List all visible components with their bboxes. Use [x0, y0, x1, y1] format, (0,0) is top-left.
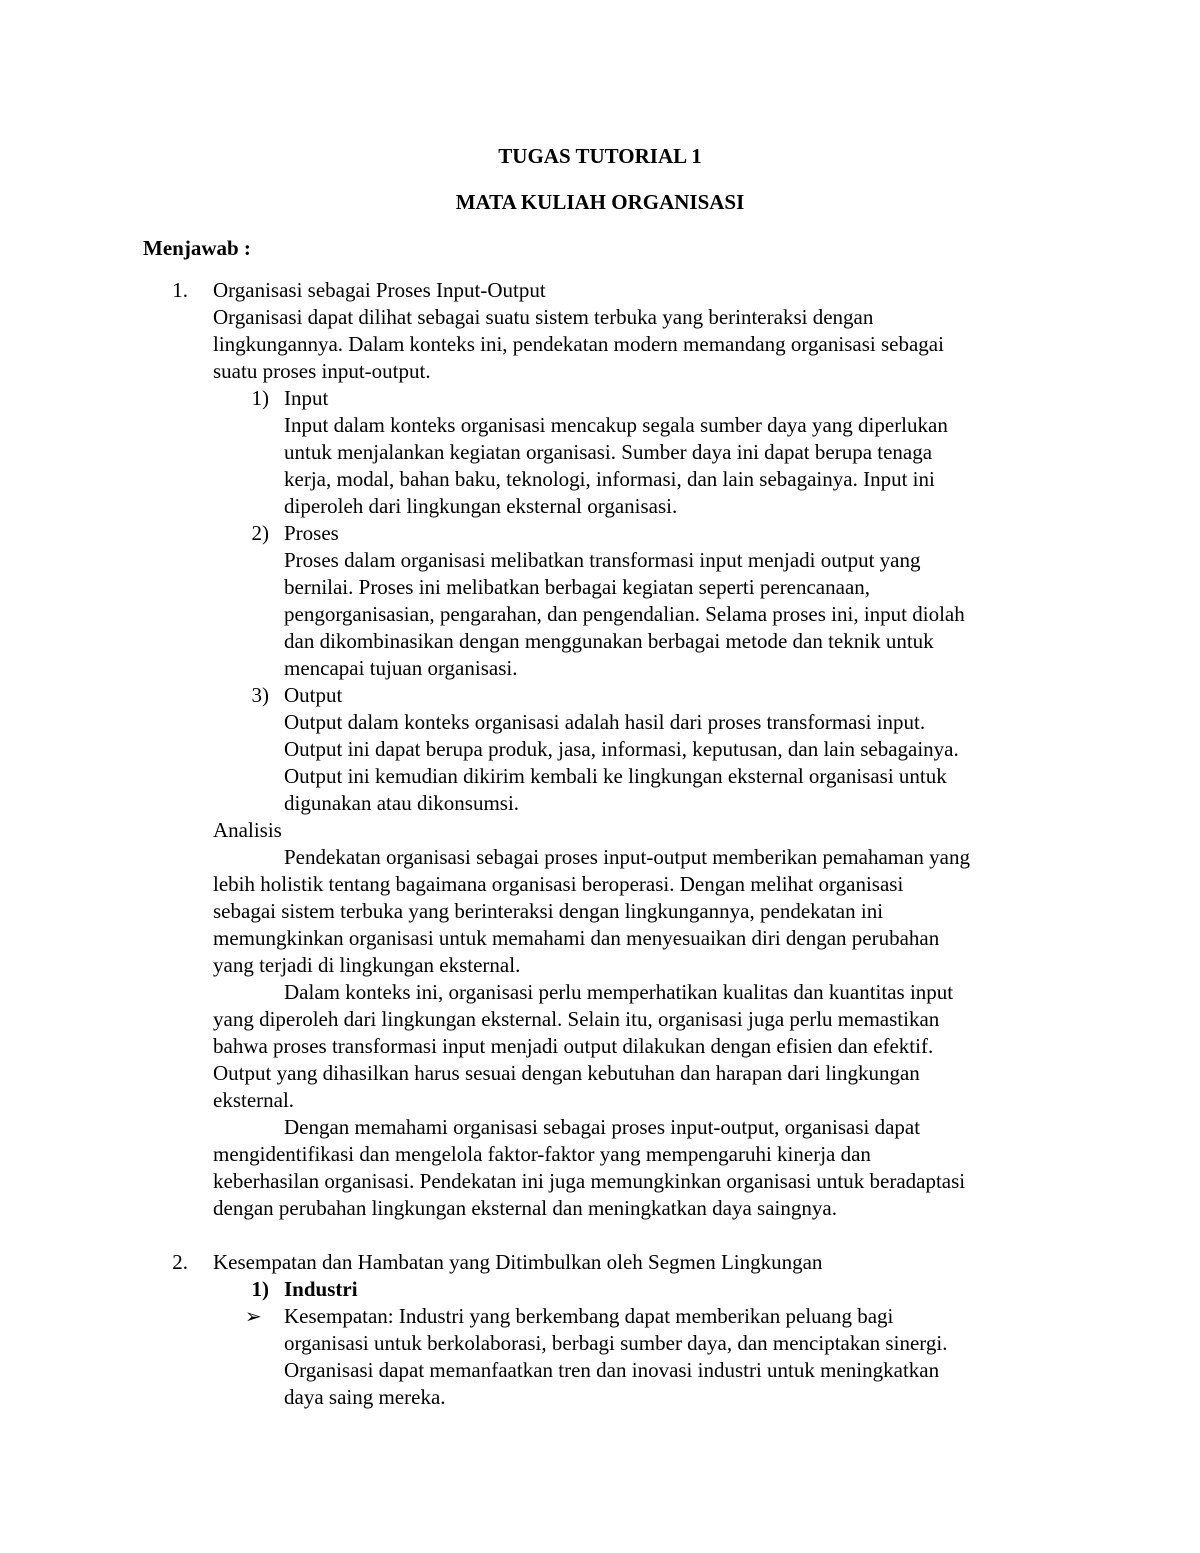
text-line: Organisasi dapat memanfaatkan tren dan inovasi industri untuk meningkatkan [284, 1358, 940, 1382]
text-line: Pendekatan organisasi sebagai proses input-output memberikan pemahaman yang [284, 845, 971, 869]
subsection-industri-number: 1) [251, 1277, 269, 1301]
industri-opportunity-text [284, 1303, 947, 1411]
section-1-heading: Organisasi sebagai Proses Input-Output [213, 278, 546, 302]
text-line: keberhasilan organisasi. Pendekatan ini juga memungkinkan organisasi untuk beradaptasi [213, 1169, 966, 1193]
text-line: Organisasi dapat dilihat sebagai suatu sistem terbuka yang berinteraksi dengan [213, 305, 874, 329]
item-proses-text [284, 547, 965, 682]
text-line: daya saing mereka. [284, 1385, 446, 1409]
section-2-number: 2. [172, 1250, 188, 1274]
text-line: eksternal. [213, 1088, 295, 1112]
text-line: mencapai tujuan organisasi. [284, 656, 518, 680]
section-2-heading: Kesempatan dan Hambatan yang Ditimbulkan oleh Segmen Lingkungan [213, 1250, 823, 1274]
subsection-industri-label: Industri [284, 1277, 358, 1301]
text-line: Dengan memahami organisasi sebagai proses input-output, organisasi dapat [284, 1115, 921, 1139]
text-line: yang terjadi di lingkungan eksternal. [213, 953, 521, 977]
text-line: mengidentifikasi dan mengelola faktor-faktor yang mempengaruhi kinerja dan [213, 1142, 871, 1166]
item-proses-number: 2) [251, 521, 269, 545]
text-line: kerja, modal, bahan baku, teknologi, informasi, dan lain sebagainya. Input ini [284, 467, 935, 491]
text-line: dengan perubahan lingkungan eksternal dan meningkatkan daya saingnya. [213, 1196, 837, 1220]
text-line: pengorganisasian, pengarahan, dan pengendalian. Selama proses ini, input diolah [284, 602, 965, 626]
text-line: suatu proses input-output. [213, 359, 431, 383]
text-line: bahwa proses transformasi input menjadi output dilakukan dengan efisien dan efektif. [213, 1034, 934, 1058]
analysis-paragraph-2 [213, 979, 953, 1114]
text-line: bernilai. Proses ini melibatkan berbagai kegiatan seperti perencanaan, [284, 575, 871, 599]
text-line: yang diperoleh dari lingkungan eksternal. Selain itu, organisasi juga perlu memastikan [213, 1007, 940, 1031]
text-line: Output yang dihasilkan harus sesuai dengan kebutuhan dan harapan dari lingkungan [213, 1061, 920, 1085]
item-input-label: Input [284, 386, 329, 410]
text-line: lebih holistik tentang bagaimana organisasi beroperasi. Dengan melihat organisasi [213, 872, 904, 896]
text-line: Input dalam konteks organisasi mencakup segala sumber daya yang diperlukan [284, 413, 948, 437]
analysis-label: Analisis [213, 818, 282, 842]
item-input-text [284, 412, 948, 520]
text-line: digunakan atau dikonsumsi. [284, 791, 520, 815]
analysis-paragraph-3 [213, 1114, 965, 1222]
text-line: organisasi untuk berkolaborasi, berbagi sumber daya, dan menciptakan sinergi. [284, 1331, 948, 1355]
text-line: Output ini dapat berupa produk, jasa, informasi, keputusan, dan lain sebagainya. [284, 737, 959, 761]
item-output-text [284, 709, 959, 817]
item-proses-label: Proses [284, 521, 339, 545]
text-line: memungkinkan organisasi untuk memahami dan menyesuaikan diri dengan perubahan [213, 926, 940, 950]
text-line: untuk menjalankan kegiatan organisasi. Sumber daya ini dapat berupa tenaga [284, 440, 933, 464]
item-output-number: 3) [251, 683, 269, 707]
section-1-number: 1. [172, 278, 188, 302]
analysis-paragraph-1 [213, 844, 970, 979]
text-line: sebagai sistem terbuka yang berinteraksi dengan lingkungannya, pendekatan ini [213, 899, 884, 923]
item-input-number: 1) [251, 386, 269, 410]
text-line: Kesempatan: Industri yang berkembang dapat memberikan peluang bagi [284, 1304, 894, 1328]
document-title: TUGAS TUTORIAL 1 [498, 144, 702, 168]
document-subtitle: MATA KULIAH ORGANISASI [455, 190, 745, 214]
text-line: lingkungannya. Dalam konteks ini, pendekatan modern memandang organisasi sebagai [213, 332, 944, 356]
text-line: Output dalam konteks organisasi adalah hasil dari proses transformasi input. [284, 710, 926, 734]
answer-label: Menjawab : [143, 236, 251, 260]
text-line: Proses dalam organisasi melibatkan transformasi input menjadi output yang [284, 548, 921, 572]
section-1-intro [213, 304, 944, 385]
text-line: Output ini kemudian dikirim kembali ke lingkungan eksternal organisasi untuk [284, 764, 947, 788]
text-line: diperoleh dari lingkungan eksternal organisasi. [284, 494, 678, 518]
text-line: Dalam konteks ini, organisasi perlu memperhatikan kualitas dan kuantitas input [284, 980, 954, 1004]
text-line: dan dikombinasikan dengan menggunakan berbagai metode dan teknik untuk [284, 629, 934, 653]
arrowhead-bullet-icon: ➢ [245, 1304, 262, 1328]
item-output-label: Output [284, 683, 343, 707]
